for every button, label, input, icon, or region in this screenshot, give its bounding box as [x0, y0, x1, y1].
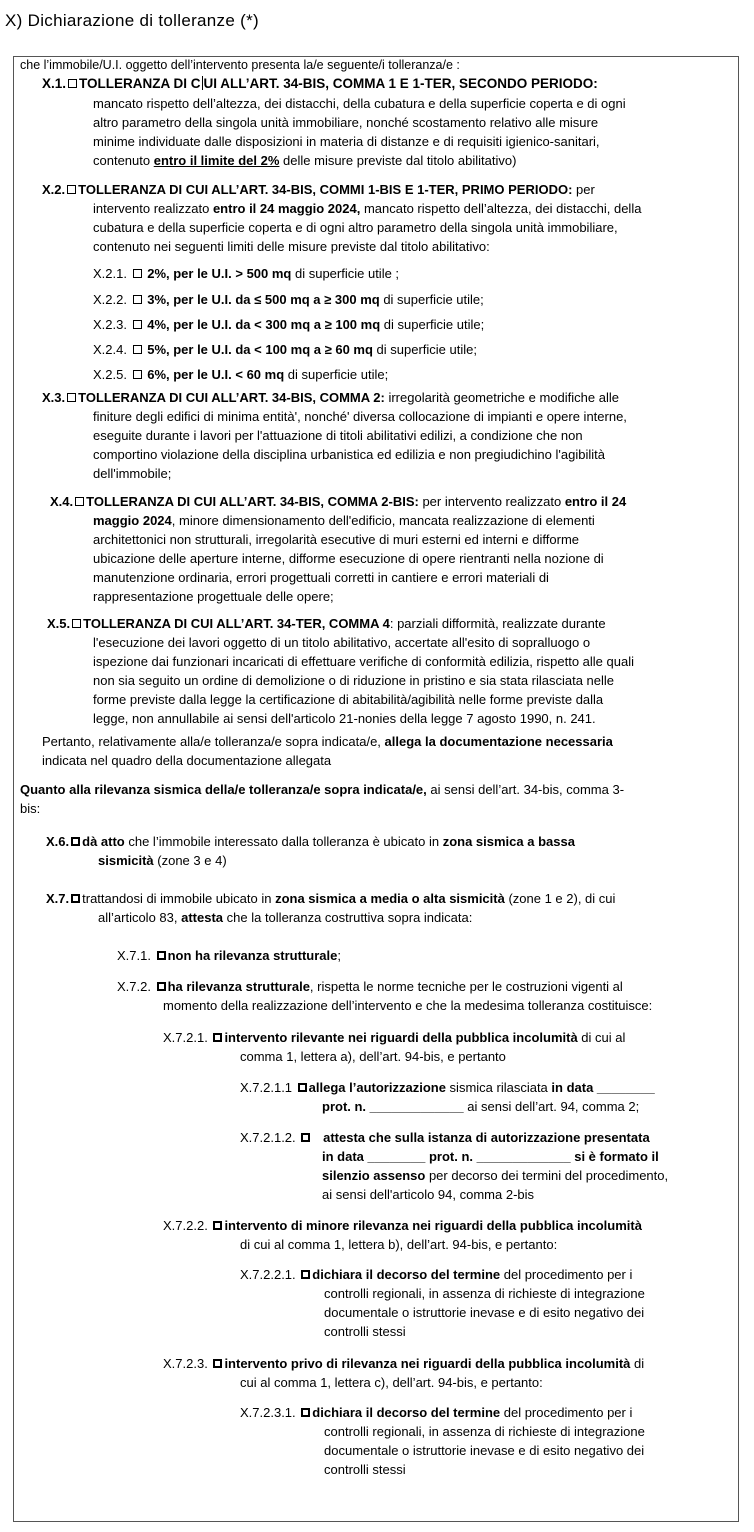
x7-line: all’articolo 83, attesta che la tolleranza costruttiva sopra indicata:: [98, 910, 473, 925]
x722-line: di cui al comma 1, lettera b), dell’art. 94-bis, e pertanto:: [240, 1237, 558, 1252]
x1-line: altro parametro della singola unità immobiliare, nonché scostamento relativo alle misure: [93, 115, 599, 130]
x72-line: momento della realizzazione dell’intervento e che la medesima tolleranza costituisce:: [163, 998, 653, 1013]
x7212-checkbox[interactable]: [301, 1133, 310, 1142]
sismica-intro: bis:: [20, 801, 41, 816]
x2-2-checkbox[interactable]: [133, 295, 142, 304]
pertanto-text: Pertanto, relativamente alla/e tolleranza/e sopra indicata/e, allega la documentazione necessaria: [42, 734, 613, 749]
text-cursor: [202, 76, 203, 90]
x7221-line: controlli regionali, in assenza di richieste di integrazione: [324, 1286, 645, 1301]
x72-line: X.7.2. ha rilevanza strutturale, rispetta le norme tecniche per le costruzioni vigenti al: [117, 979, 623, 994]
x4-line: manutenzione ordinaria, errori progettuali corretti in cantiere e errori materiali di: [93, 570, 549, 585]
x1-line: minime individuate dalle disposizioni in materia di distanze e di requisiti igienico-sanitari,: [93, 134, 600, 149]
x4-line: rappresentazione progettuale delle opere;: [93, 589, 334, 604]
x7-checkbox[interactable]: [71, 894, 80, 903]
x7-line: X.7. trattandosi di immobile ubicato in zona sismica a media o alta sismicità (zone 1 e 2), di cui: [46, 891, 616, 906]
x721-line: comma 1, lettera a), dell’art. 94-bis, e pertanto: [240, 1049, 506, 1064]
x5-checkbox[interactable]: [72, 619, 81, 628]
x2-heading: X.2. TOLLERANZA DI CUI ALL’ART. 34-BIS, COMMI 1-BIS E 1-TER, PRIMO PERIODO: per: [42, 182, 595, 197]
x7211-checkbox[interactable]: [298, 1083, 307, 1092]
x5-heading: X.5. TOLLERANZA DI CUI ALL’ART. 34-TER, COMMA 4: parziali difformità, realizzate durante: [47, 616, 606, 631]
x2-item: X.2.2. 3%, per le U.I. da ≤ 500 mq a ≥ 300 mq di superficie utile;: [93, 292, 484, 307]
x5-line: legge, non annullabile ai sensi dell'articolo 21-nonies della legge 7 agosto 1990, n. 241.: [93, 711, 596, 726]
x2-1-checkbox[interactable]: [133, 269, 142, 278]
x5-line: ispezione dai funzionari incaricati di effettuare verifiche di conformità edilizia, rispetto alle quali: [93, 654, 634, 669]
x6-checkbox[interactable]: [71, 837, 80, 846]
x3-heading: X.3. TOLLERANZA DI CUI ALL’ART. 34-BIS, COMMA 2: irregolarità geometriche e modifiche alle: [42, 390, 619, 405]
x2-5-checkbox[interactable]: [133, 370, 142, 379]
x7231-line: controlli stessi: [324, 1462, 406, 1477]
x722-line: X.7.2.2. intervento di minore rilevanza nei riguardi della pubblica incolumità: [163, 1218, 642, 1233]
x1-heading: X.1. TOLLERANZA DI C UI ALL’ART. 34-BIS, COMMA 1 E 1-TER, SECONDO PERIODO:: [42, 76, 598, 91]
x3-line: comportino violazione della disciplina urbanistica ed edilizia e non pregiudichino l'agibilità: [93, 447, 605, 462]
x7231-line: controlli regionali, in assenza di richieste di integrazione: [324, 1424, 645, 1439]
sismica-intro: Quanto alla rilevanza sismica della/e tolleranza/e sopra indicata/e, ai sensi dell’art. 34-bis, comma 3-: [20, 782, 625, 797]
x6-line: X.6. dà atto che l’immobile interessato dalla tolleranza è ubicato in zona sismica a bassa: [46, 834, 575, 849]
x72-checkbox[interactable]: [157, 982, 166, 991]
x7221-checkbox[interactable]: [301, 1270, 310, 1279]
x723-line: cui al comma 1, lettera c), dell’art. 94-bis, e pertanto:: [240, 1375, 543, 1390]
x7212-line: silenzio assenso per decorso dei termini del procedimento,: [322, 1168, 669, 1183]
x7211-line: X.7.2.1.1 allega l’autorizzazione sismica rilasciata in data ________: [240, 1080, 655, 1095]
x2-4-checkbox[interactable]: [133, 345, 142, 354]
x71-checkbox[interactable]: [157, 951, 166, 960]
x3-line: finiture degli edifici di minima entità', nonché' diversa collocazione di impianti e opere interne,: [93, 409, 627, 424]
x2-line: intervento realizzato entro il 24 maggio 2024, mancato rispetto dell’altezza, dei distacchi, della: [93, 201, 642, 216]
x2-3-checkbox[interactable]: [133, 320, 142, 329]
x3-checkbox[interactable]: [67, 393, 76, 402]
pertanto-text: indicata nel quadro della documentazione allegata: [42, 753, 332, 768]
x2-line: cubatura e della superficie coperta e di ogni altro parametro della singola unità immobiliare,: [93, 220, 618, 235]
x71-line: X.7.1. non ha rilevanza strutturale;: [117, 948, 341, 963]
x6-line: sismicità (zone 3 e 4): [98, 853, 227, 868]
x2-line: contenuto nei seguenti limiti delle misure previste dal titolo abilitativo:: [93, 239, 490, 254]
x7221-line: documentale o istruttorie inevase e di esito negativo dei: [324, 1305, 645, 1320]
x5-line: l'esecuzione dei lavori oggetto di un titolo abilitativo, accertate all'esito di sopralluogo o: [93, 635, 591, 650]
x722-checkbox[interactable]: [213, 1221, 222, 1230]
x2-item: X.2.5. 6%, per le U.I. < 60 mq di superficie utile;: [93, 367, 389, 382]
x1-line: contenuto entro il limite del 2% delle misure previste dal titolo abilitativo): [93, 153, 517, 168]
x723-checkbox[interactable]: [213, 1359, 222, 1368]
x2-item: X.2.3. 4%, per le U.I. da < 300 mq a ≥ 100 mq di superficie utile;: [93, 317, 485, 332]
x7211-line: prot. n. _____________ ai sensi dell’art. 94, comma 2;: [322, 1099, 640, 1114]
x2-checkbox[interactable]: [67, 185, 76, 194]
x7212-line: in data ________ prot. n. _____________ si è formato il: [322, 1149, 659, 1164]
x7221-line: controlli stessi: [324, 1324, 406, 1339]
x7231-line: documentale o istruttorie inevase e di esito negativo dei: [324, 1443, 645, 1458]
x4-checkbox[interactable]: [75, 497, 84, 506]
x721-line: X.7.2.1. intervento rilevante nei riguardi della pubblica incolumità di cui al: [163, 1030, 626, 1045]
intro-text: che l’immobile/U.I. oggetto dell’intervento presenta la/e seguente/i tolleranza/e :: [20, 58, 460, 72]
x4-line: ubicazione delle aperture interne, difforme esecuzione di opere rientranti nella nozione di: [93, 551, 604, 566]
x4-heading: X.4. TOLLERANZA DI CUI ALL’ART. 34-BIS, COMMA 2-BIS: per intervento realizzato entro il 24: [50, 494, 627, 509]
x3-line: dell'immobile;: [93, 466, 172, 481]
x7212-line: ai sensi dell'articolo 94, comma 2-bis: [322, 1187, 535, 1202]
x2-item: X.2.4. 5%, per le U.I. da < 100 mq a ≥ 60 mq di superficie utile;: [93, 342, 477, 357]
x1-line: mancato rispetto dell’altezza, dei distacchi, della cubatura e della superficie coperta e di ogni: [93, 96, 626, 111]
x1-checkbox[interactable]: [68, 79, 77, 88]
x723-line: X.7.2.3. intervento privo di rilevanza nei riguardi della pubblica incolumità di: [163, 1356, 645, 1371]
x4-line: maggio 2024, minore dimensionamento dell'edificio, mancata realizzazione di elementi: [93, 513, 595, 528]
x7231-checkbox[interactable]: [301, 1408, 310, 1417]
x2-item: X.2.1. 2%, per le U.I. > 500 mq di superficie utile ;: [93, 266, 400, 281]
x7231-line: X.7.2.3.1. dichiara il decorso del termine del procedimento per i: [240, 1405, 633, 1420]
section-title: X) Dichiarazione di tolleranze (*): [5, 11, 259, 30]
x7212-line: X.7.2.1.2. attesta che sulla istanza di autorizzazione presentata: [240, 1130, 650, 1145]
x5-line: non sia seguito un ordine di demolizione o di riduzione in pristino e sia stata rilasciata nelle: [93, 673, 615, 688]
x3-line: eseguite durante i lavori per l'attuazione di titoli abilitativi edilizi, a condizione che non: [93, 428, 583, 443]
x4-line: architettonici non strutturali, irregolarità esecutive di muri esterni ed interni e difforme: [93, 532, 580, 547]
x7221-line: X.7.2.2.1. dichiara il decorso del termine del procedimento per i: [240, 1267, 633, 1282]
x5-line: forme previste dalla legge la certificazione di abitabilità/agibilità nelle forme previste dalla: [93, 692, 604, 707]
x721-checkbox[interactable]: [213, 1033, 222, 1042]
